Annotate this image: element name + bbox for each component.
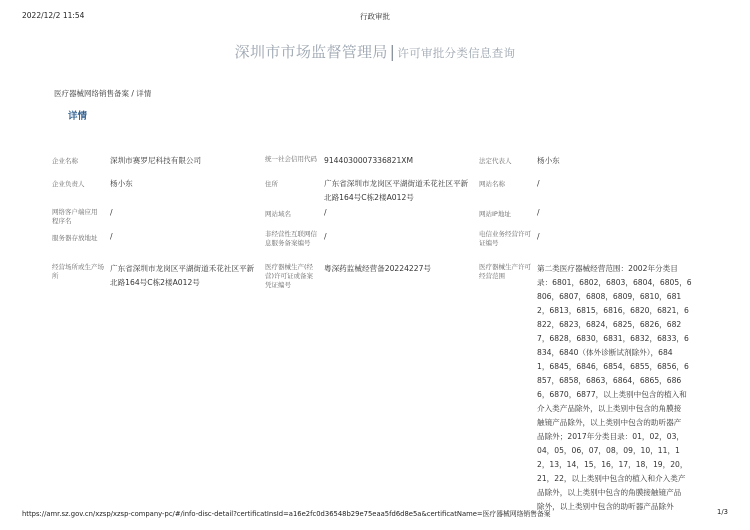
ip-label: 网站IP地址 — [479, 210, 511, 218]
scope-line: 品除外；2017年分类目录：01，02，03， — [537, 432, 685, 441]
scope-line: 04，05，06，07，08，09，10，11，1 — [537, 446, 680, 455]
scope-line: 6，6870，6877，以上类别中包含的植入和 — [537, 390, 687, 399]
credit-code-value: 9144030007336821XM — [324, 156, 414, 165]
residence-value: 广东省深圳市龙岗区平湖街道禾花社区平新北路164号C栋2楼A012号 — [324, 179, 469, 202]
website-name-label: 网站名称 — [479, 180, 505, 188]
print-datetime: 2022/12/2 11:54 — [22, 11, 85, 20]
print-title: 行政审批 — [360, 12, 390, 21]
legal-rep-label: 法定代表人 — [479, 157, 512, 165]
legal-rep-value: 杨小东 — [537, 156, 560, 165]
telecom-license-label: 电信业务经营许可证编号 — [479, 230, 531, 247]
section-title: 详情 — [68, 111, 88, 122]
server-addr-label: 服务器存放地址 — [52, 234, 98, 242]
scope-line: 822，6823，6824，6825，6826，682 — [537, 320, 682, 329]
page-number: 1/3 — [717, 508, 728, 516]
breadcrumb-current: 详情 — [136, 89, 152, 98]
scope-line: 2，6813，6815，6816，6820，6821，6 — [537, 306, 689, 315]
breadcrumb-parent-link[interactable]: 医疗器械网络销售备案 — [54, 89, 129, 98]
scope-line: 2，13，14，15，16，17，18，19，20， — [537, 460, 688, 469]
residence-label: 住所 — [265, 180, 278, 188]
device-scope-value — [537, 262, 707, 514]
scope-line: 介入类产品除外，以上类别中包含的角膜接 — [537, 404, 682, 413]
icp-record-value: / — [324, 232, 327, 241]
scope-line: 806，6807，6808，6809，6810，681 — [537, 292, 682, 301]
heading-separator: | — [389, 42, 396, 61]
breadcrumb-separator: / — [129, 89, 137, 98]
premises-label: 经营场所或生产场所 — [52, 263, 104, 280]
agency-name: 深圳市市场监督管理局 — [234, 43, 388, 61]
server-addr-value: / — [110, 232, 113, 241]
principal-value: 杨小东 — [110, 179, 133, 188]
domain-label: 网站域名 — [265, 210, 291, 218]
scope-line: 品除外，以上类别中包含的角膜接触镜产品 — [537, 488, 682, 497]
domain-value: / — [324, 208, 327, 217]
credit-code-label: 统一社会信用代码 — [265, 155, 317, 163]
page-heading — [0, 41, 750, 62]
icp-record-label: 非经营性互联网信息服务备案编号 — [265, 230, 317, 247]
scope-line: 834，6840（体外诊断试剂除外），684 — [537, 348, 673, 357]
breadcrumb — [54, 88, 151, 99]
system-name: 许可审批分类信息查询 — [397, 46, 516, 60]
device-license-value: 粤深药监械经营备20224227号 — [324, 264, 431, 273]
scope-line: 触镜产品除外，以上类别中包含的助听器产 — [537, 418, 682, 427]
enterprise-name-value: 深圳市赛罗尼科技有限公司 — [110, 156, 202, 165]
website-name-value: / — [537, 179, 540, 188]
device-scope-label: 医疗器械生产许可经营范围 — [479, 263, 531, 280]
scope-line: 857，6858，6863，6864，6865，686 — [537, 376, 682, 385]
scope-line: 1，6845，6846，6854，6855，6856，6 — [537, 362, 689, 371]
scope-line: 7，6828，6830，6831，6832，6833，6 — [537, 334, 689, 343]
page-url: https://amr.sz.gov.cn/xzsp/xzsp-company-pc/#/info-disc-detail?certificatInsId=a16e2fc0d36548b29e75eaa5fd6d8e5a&certificatName=医疗器械网络销售备案 — [22, 510, 551, 518]
app-name-value: / — [110, 208, 113, 217]
telecom-license-value: / — [537, 232, 540, 241]
ip-value: / — [537, 208, 540, 217]
principal-label: 企业负责人 — [52, 180, 85, 188]
scope-line: 第二类医疗器械经营范围：2002年分类目 — [537, 264, 678, 273]
premises-value: 广东省深圳市龙岗区平湖街道禾花社区平新北路164号C栋2楼A012号 — [110, 264, 255, 287]
scope-line: 录：6801，6802，6803，6804，6805，6 — [537, 278, 692, 287]
app-name-label: 网络客户端应用程序名 — [52, 208, 98, 225]
scope-line: 除外，以上类别中包含的助听器产品除外 — [537, 502, 674, 511]
device-license-label: 医疗器械生产(经营)许可证或备案凭证编号 — [265, 263, 314, 289]
enterprise-name-label: 企业名称 — [52, 157, 78, 165]
scope-line: 21，22，以上类别中包含的植入和介入类产 — [537, 474, 686, 483]
